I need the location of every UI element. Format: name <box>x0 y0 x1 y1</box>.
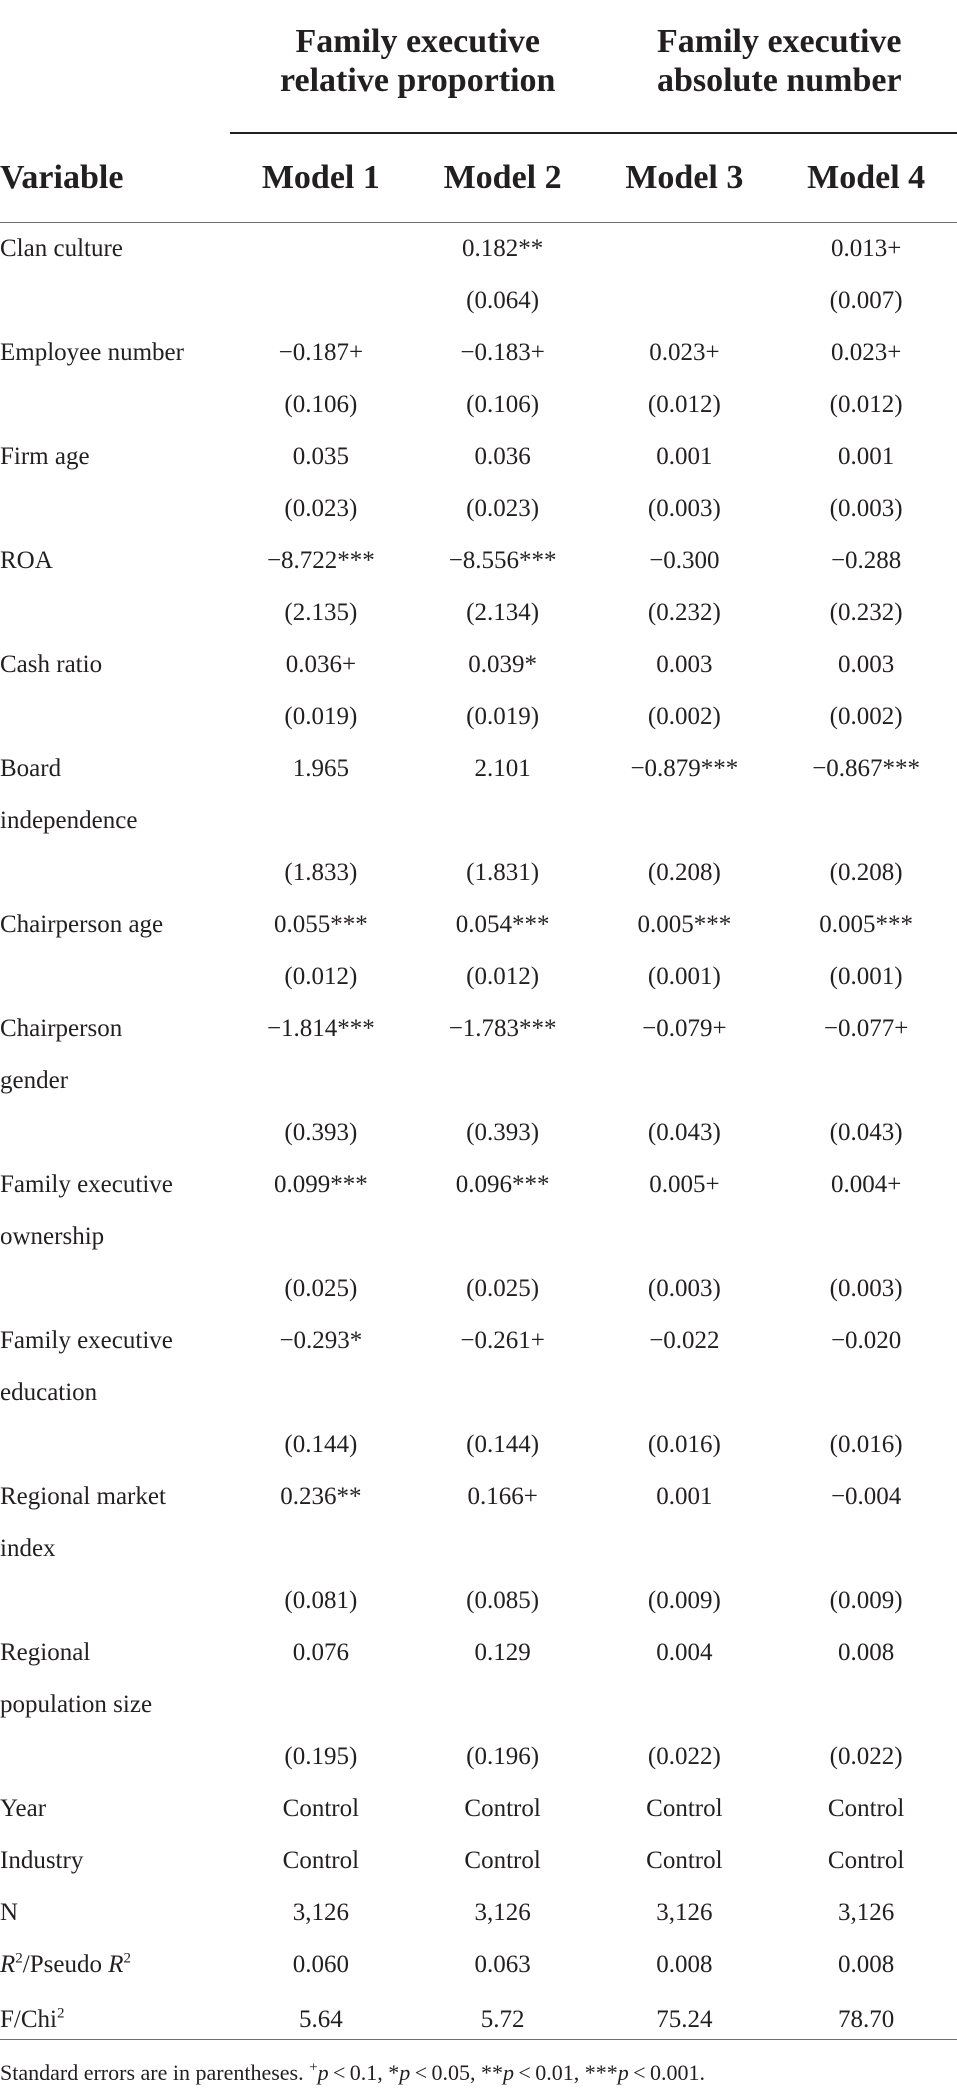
row-label: Family executive <box>0 1171 173 1198</box>
table-cell: 0.008 <box>838 1639 895 1666</box>
table-cell: −0.183+ <box>460 339 545 366</box>
table-row <box>0 223 957 276</box>
r2-label-sup2: 2 <box>123 1950 131 1967</box>
table-row-r2 <box>0 1939 957 1991</box>
table-row <box>0 1159 957 1211</box>
table-cell: (0.019) <box>284 703 358 730</box>
model-2-header: Model 2 <box>412 133 594 223</box>
table-cell <box>230 1523 412 1575</box>
table-cell: (0.003) <box>647 495 721 522</box>
table-cell <box>594 275 776 327</box>
table-cell <box>775 1211 957 1263</box>
footnote-lead: Standard errors are in parentheses. <box>0 2060 304 2085</box>
table-cell: 0.076 <box>292 1639 349 1666</box>
table-cell: 0.008 <box>656 1951 713 1978</box>
table-cell: (0.064) <box>466 287 540 314</box>
row-label: ROA <box>0 547 53 574</box>
table-cell: (0.007) <box>829 287 903 314</box>
table-cell: 0.023+ <box>830 339 902 366</box>
table-cell <box>412 1367 594 1419</box>
row-label: Chairperson <box>0 1015 123 1042</box>
row-label: gender <box>0 1067 69 1094</box>
table-cell: −0.077+ <box>823 1015 909 1042</box>
table-cell: 0.182** <box>462 235 544 262</box>
table-cell: (0.208) <box>647 859 721 886</box>
table-row <box>0 1783 957 1835</box>
row-label: Chairperson age <box>0 911 164 938</box>
table-cell <box>775 1523 957 1575</box>
table-row <box>0 1471 957 1523</box>
table-row <box>0 1263 957 1315</box>
table-cell: −0.867*** <box>812 755 921 782</box>
group-header-absolute-number <box>594 0 957 133</box>
table-cell <box>230 1367 412 1419</box>
table-cell: 0.129 <box>474 1639 531 1666</box>
row-label: Regional market <box>0 1483 166 1510</box>
row-label <box>0 379 230 431</box>
table-row <box>0 691 957 743</box>
group-relative-line1: Family executive <box>295 23 541 60</box>
table-row <box>0 743 957 795</box>
table-cell: 0.036 <box>474 443 531 470</box>
table-cell <box>230 795 412 847</box>
group-header-relative-proportion <box>230 0 594 133</box>
row-label: Firm age <box>0 443 90 470</box>
table-cell <box>412 1211 594 1263</box>
table-cell: (0.393) <box>466 1119 540 1146</box>
table-row <box>0 535 957 587</box>
table-cell: (0.106) <box>466 391 540 418</box>
table-cell: (0.003) <box>829 1275 903 1302</box>
table-cell: (0.012) <box>647 391 721 418</box>
row-label <box>0 587 230 639</box>
table-cell <box>230 1679 412 1731</box>
table-cell: (0.003) <box>647 1275 721 1302</box>
table-cell: 0.001 <box>656 1483 713 1510</box>
table-cell: (0.195) <box>284 1743 358 1770</box>
table-cell: 0.005*** <box>637 911 732 938</box>
table-row <box>0 1055 957 1107</box>
table-cell: 0.054*** <box>455 911 550 938</box>
table-cell: 0.099*** <box>274 1171 368 1198</box>
row-label <box>0 1263 230 1315</box>
table-cell: (0.081) <box>284 1587 358 1614</box>
r2-label-pseudo: /Pseudo <box>22 1951 109 1978</box>
table-cell: 0.004 <box>656 1639 713 1666</box>
footnote-divider <box>0 2039 957 2040</box>
table-cell <box>775 1679 957 1731</box>
table-cell: (0.016) <box>647 1431 721 1458</box>
table-cell: 0.060 <box>292 1951 349 1978</box>
row-label-r2 <box>0 1939 230 1991</box>
table-row <box>0 1575 957 1627</box>
table-cell: −1.814*** <box>266 1015 375 1042</box>
model-header-row <box>0 133 957 223</box>
row-label: ownership <box>0 1223 105 1250</box>
table-cell: (0.022) <box>829 1743 903 1770</box>
row-label: index <box>0 1535 56 1562</box>
footnote-p1: p <box>317 2060 329 2085</box>
table-cell: 75.24 <box>656 2006 713 2033</box>
row-label: Clan culture <box>0 235 123 262</box>
table-row <box>0 1315 957 1367</box>
table-cell <box>412 795 594 847</box>
f-label-sup: 2 <box>56 2005 65 2022</box>
table-body <box>0 223 957 2050</box>
table-cell: −0.079+ <box>642 1015 727 1042</box>
table-row <box>0 1523 957 1575</box>
table-cell: (0.043) <box>829 1119 903 1146</box>
table-row-f-chi <box>0 1991 957 2049</box>
table-row <box>0 1627 957 1679</box>
table-cell <box>775 1055 957 1107</box>
table-cell: Control <box>646 1847 723 1874</box>
table-cell: −0.879*** <box>630 755 739 782</box>
table-cell: (0.144) <box>466 1431 540 1458</box>
table-cell: 0.003 <box>656 651 713 678</box>
table-cell: 0.003 <box>838 651 895 678</box>
table-cell: 78.70 <box>838 2006 895 2033</box>
group-absolute-line1: Family executive <box>656 23 902 60</box>
table-cell <box>230 1211 412 1263</box>
row-label: N <box>0 1899 19 1926</box>
table-row <box>0 379 957 431</box>
r2-label-r-second: R <box>108 1951 124 1978</box>
table-row <box>0 1107 957 1159</box>
table-cell: 0.005+ <box>649 1171 720 1198</box>
table-cell: (1.833) <box>284 859 358 886</box>
table-cell: 3,126 <box>292 1899 349 1926</box>
table-cell <box>594 1679 776 1731</box>
table-row <box>0 1679 957 1731</box>
table-cell <box>594 1523 776 1575</box>
table-row <box>0 1419 957 1471</box>
row-label: Family executive <box>0 1327 173 1354</box>
table-row <box>0 1367 957 1419</box>
footnote-p4: p <box>617 2060 629 2085</box>
footnote-p2: p <box>399 2060 411 2085</box>
footnote-t2: < 0.05, ** <box>410 2060 504 2085</box>
row-label: Year <box>0 1795 47 1822</box>
table-cell: 3,126 <box>838 1899 895 1926</box>
model-3-header: Model 3 <box>594 133 776 223</box>
table-cell: (0.002) <box>647 703 721 730</box>
group-header-blank <box>0 0 230 133</box>
table-cell <box>230 1055 412 1107</box>
table-cell: (0.009) <box>829 1587 903 1614</box>
model-1-header: Model 1 <box>230 133 412 223</box>
table-cell: 0.166+ <box>467 1483 538 1510</box>
row-label: education <box>0 1379 98 1406</box>
table-cell: 0.001 <box>838 443 895 470</box>
row-label <box>0 951 230 1003</box>
table-cell: (0.003) <box>829 495 903 522</box>
table-cell: 0.055*** <box>274 911 368 938</box>
table-cell: (0.009) <box>647 1587 721 1614</box>
table-cell: −0.293* <box>279 1327 363 1354</box>
table-cell: (0.196) <box>466 1743 540 1770</box>
row-label: Industry <box>0 1847 84 1874</box>
table-footnote <box>0 2058 957 2088</box>
table-row <box>0 275 957 327</box>
table-cell <box>594 1211 776 1263</box>
table-cell: −0.187+ <box>278 339 364 366</box>
table-cell: (0.232) <box>647 599 721 626</box>
table-cell: 0.036+ <box>285 651 357 678</box>
table-cell: 0.004+ <box>830 1171 902 1198</box>
row-label <box>0 1731 230 1783</box>
row-label <box>0 847 230 899</box>
table-row <box>0 587 957 639</box>
table-cell: 0.039* <box>468 651 537 678</box>
table-row <box>0 1211 957 1263</box>
table-cell: 0.008 <box>838 1951 895 1978</box>
table-cell: 2.101 <box>474 755 531 782</box>
table-cell: −0.300 <box>649 547 720 574</box>
table-cell <box>412 1523 594 1575</box>
table-cell: 0.005*** <box>819 911 913 938</box>
table-cell <box>594 1055 776 1107</box>
row-label <box>0 1575 230 1627</box>
table-cell: (0.393) <box>284 1119 358 1146</box>
footnote-t4: < 0.001. <box>628 2060 705 2085</box>
row-label: Cash ratio <box>0 651 103 678</box>
table-cell: −8.556*** <box>448 547 557 574</box>
group-relative-line2: relative proportion <box>280 62 556 99</box>
table-cell: (2.134) <box>466 599 540 626</box>
table-cell: −1.783*** <box>448 1015 557 1042</box>
row-label <box>0 483 230 535</box>
model-4-header: Model 4 <box>775 133 957 223</box>
table-row <box>0 327 957 379</box>
table-cell: (0.025) <box>466 1275 540 1302</box>
table-cell: (0.106) <box>284 391 358 418</box>
table-cell: Control <box>464 1795 541 1822</box>
table-cell: Control <box>282 1847 360 1874</box>
table-row <box>0 483 957 535</box>
table-cell: (0.023) <box>466 495 540 522</box>
table-row <box>0 951 957 1003</box>
group-absolute-line2: absolute number <box>656 62 902 99</box>
table-cell: (0.016) <box>829 1431 903 1458</box>
table-cell <box>775 1367 957 1419</box>
table-cell: 0.236** <box>280 1483 362 1510</box>
table-cell: 5.64 <box>299 2006 343 2033</box>
table-cell: −0.288 <box>830 547 902 574</box>
row-label-f-chi <box>0 1991 230 2049</box>
footnote-p3: p <box>503 2060 515 2085</box>
table-cell: (0.019) <box>466 703 540 730</box>
footnote-t1: < 0.1, * <box>328 2060 400 2085</box>
table-cell: 5.72 <box>480 2006 525 2033</box>
table-row <box>0 899 957 951</box>
table-cell: (0.144) <box>284 1431 358 1458</box>
row-label: independence <box>0 807 138 834</box>
table-cell <box>594 1367 776 1419</box>
table-cell: 3,126 <box>656 1899 713 1926</box>
table-cell: (0.001) <box>829 963 903 990</box>
table-cell: −0.022 <box>649 1327 720 1354</box>
table-cell: (2.135) <box>284 599 358 626</box>
table-cell: 0.023+ <box>649 339 720 366</box>
table-cell: (0.043) <box>647 1119 721 1146</box>
table-cell: −0.004 <box>830 1483 902 1510</box>
row-label: Employee number <box>0 339 184 366</box>
row-label <box>0 691 230 743</box>
table-cell: (0.012) <box>284 963 358 990</box>
table-cell: −8.722*** <box>266 547 375 574</box>
table-cell: 1.965 <box>292 755 349 782</box>
table-cell: (0.208) <box>829 859 903 886</box>
table-cell: 0.013+ <box>830 235 902 262</box>
table-row <box>0 1003 957 1055</box>
table-row <box>0 847 957 899</box>
table-cell: 0.035 <box>292 443 349 470</box>
table-cell: (1.831) <box>466 859 540 886</box>
table-cell: Control <box>464 1847 541 1874</box>
row-label <box>0 1419 230 1471</box>
r2-label-sup1: 2 <box>15 1950 23 1967</box>
table-cell: Control <box>827 1795 905 1822</box>
footnote-t3: < 0.01, *** <box>514 2060 618 2085</box>
table-cell: (0.022) <box>647 1743 721 1770</box>
table-row <box>0 795 957 847</box>
table-cell: (0.012) <box>829 391 903 418</box>
variable-column-header: Variable <box>0 133 230 223</box>
row-label: Regional <box>0 1639 91 1666</box>
r2-label-r: R <box>0 1951 16 1978</box>
table-cell: 0.063 <box>474 1951 531 1978</box>
table-row <box>0 639 957 691</box>
table-row <box>0 1835 957 1887</box>
row-label: population size <box>0 1691 153 1718</box>
group-header-row <box>0 0 957 133</box>
table-cell: 3,126 <box>474 1899 531 1926</box>
row-label <box>0 275 230 327</box>
table-row <box>0 1731 957 1783</box>
table-row <box>0 1887 957 1939</box>
table-cell: (0.001) <box>647 963 721 990</box>
table-cell: −0.020 <box>830 1327 902 1354</box>
table-cell <box>594 795 776 847</box>
table-cell <box>230 275 412 327</box>
footnote-plus-sup: + <box>309 2059 318 2076</box>
table-cell: 0.001 <box>656 443 713 470</box>
table-cell: (0.012) <box>466 963 540 990</box>
row-label <box>0 1107 230 1159</box>
table-cell: (0.002) <box>829 703 903 730</box>
table-cell: (0.232) <box>829 599 903 626</box>
table-cell <box>412 1055 594 1107</box>
table-cell: Control <box>827 1847 905 1874</box>
table-cell <box>412 1679 594 1731</box>
table-cell: −0.261+ <box>460 1327 545 1354</box>
table-cell: Control <box>282 1795 360 1822</box>
f-label-text: F/Chi <box>0 2006 57 2033</box>
table-cell: (0.023) <box>284 495 358 522</box>
table-cell: (0.025) <box>284 1275 358 1302</box>
table-cell <box>230 223 412 276</box>
table-row <box>0 431 957 483</box>
table-cell: (0.085) <box>466 1587 540 1614</box>
row-label: Board <box>0 755 62 782</box>
table-cell: 0.096*** <box>455 1171 550 1198</box>
table-cell: Control <box>646 1795 723 1822</box>
table-cell <box>775 795 957 847</box>
table-cell <box>594 223 776 276</box>
